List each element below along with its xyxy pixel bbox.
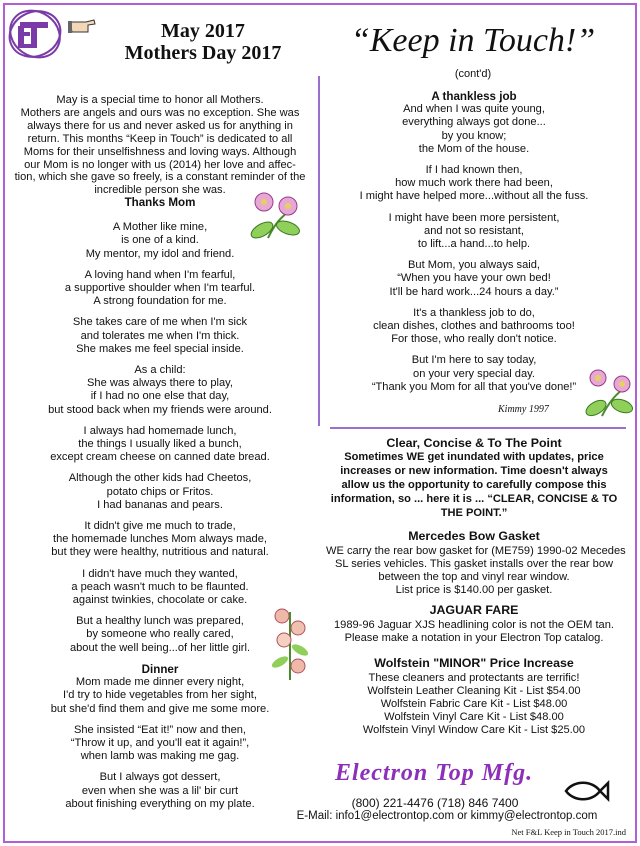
continued-label: (cont'd): [454, 68, 492, 80]
section-title: Clear, Concise & To The Point: [386, 436, 562, 450]
section-title: Mercedes Bow Gasket: [408, 529, 540, 543]
company-logo-text: Electron Top Mfg.: [334, 760, 534, 786]
flower-icon: [268, 602, 312, 682]
flower-icon: [248, 190, 304, 242]
poem-signature: Kimmy 1997: [498, 404, 549, 415]
wolfstein-section: Wolfstein "MINOR" Price Increase These cleaners and protectants are terrific! Wolfstein Leather Cleaning Kit - List $54.00 Wolfstein Fabric Care Kit - List $48.00 Wolfstein Vinyl Care Kit - List $48.00 Wolfstein Vinyl Window Care Kit - List $25.00: [326, 657, 622, 737]
poem-title: A thankless job: [431, 90, 517, 103]
clear-concise-section: Clear, Concise & To The Point Sometimes WE get inundated with updates, price increases or new information. Time doesn't always allow us the opportunity to carefully compose this information, so ... here it is ... “CLEAR, CONCISE & TO THE POINT.”: [326, 436, 622, 520]
mercedes-section: Mercedes Bow Gasket WE carry the rear bow gasket for (ME759) 1990-02 Mecedes SL series vehicles. This gasket installs over the rear bow between the top and vinyl rear window. List price is $140.00 per gasket.: [326, 529, 626, 596]
keep-in-touch-title: “Keep in Touch!”: [350, 22, 596, 59]
column-divider: [318, 76, 320, 426]
poem-title: Thanks Mom: [124, 196, 196, 209]
file-name: Net F&L Keep in Touch 2017.ind: [511, 827, 626, 837]
section-rule: [330, 427, 626, 429]
poem-thanks-mom: Thanks Mom A Mother like mine, is one of a kind. My mentor, my idol and friend. A loving hand when I'm fearful, a supportive shoulder when I'm tearful. A strong foundation for me. She takes care of me when I'm sick and tolerates me when I'm thick. She makes me feel special inside. As a child: She was always there to play, if I had no one else that day, but stood back when my friends were around. I always had homemade lunch, the things I usually liked a bunch, except cream cheese on canned date bread. Although the other kids had Cheetos, potato chips or Fritos. I had bananas and pears. It didn't give me much to trade, the homemade lunches Mom always made, but they were healthy, nutritious and natural. I didn't have much they wanted, a peach wasn't much to be flaunted. against twinkies, chocolate or cake. But a healthy lunch was prepared, by someone who really cared, about the well being...of her little girl. Dinner Mom made me dinner every night, I'd try to hide vegetables from her sight, but she'd find them and give me some more. She insisted “Eat it!” now and then, “Throw it up, and you'll eat it again!”, when lamb was making me gag. But I always got dessert, even when she was a lil' bir curt about finishing everything on my plate.: [8, 196, 312, 819]
email-contact: E-Mail: info1@electrontop.com or kimmy@electrontop.com: [296, 810, 598, 822]
section-title: Wolfstein "MINOR" Price Increase: [374, 656, 574, 670]
poem-title: Dinner: [141, 662, 179, 676]
intro-paragraph: May is a special time to honor all Mothers. Mothers are angels and ours was no exception. She was always there for us and never asked us for anything in return. This months “Keep in Touch” is dedicated to all Moms for their unselfishness and loving ways. Although our Mom is no longer with us (2014) her love and affec- tion, which she gave so freely, is a constant reminder of the incredible person she was.: [14, 94, 306, 197]
pointing-hand-icon: [68, 12, 98, 38]
jaguar-section: JAGUAR FARE 1989-96 Jaguar XJS headlining color is not the OEM tan. Please make a notation in your Electron Top catalog.: [326, 604, 622, 645]
section-title: JAGUAR FARE: [429, 603, 519, 617]
fish-icon: [562, 778, 610, 804]
et-logo-icon: [6, 8, 64, 60]
poem-thankless-job: A thankless job And when I was quite young, everything always got done... by you know; the Mom of the house. If I had known then, how much work there had been, I might have helped more...without all the fuss. I might have been more persistent, and not so resistant, to lift...a hand...to help. But Mom, you always said, “When you have your own bed! It'll be hard work...24 hours a day.” It's a thankless job to do, clean dishes, clothes and bathrooms too! For those, who really don't notice. But I'm here to say today, on your very special day. “Thank you Mom for all that you've done!”: [326, 90, 622, 394]
newsletter-date-title: May 2017 Mothers Day 2017: [124, 20, 282, 64]
phone-numbers: (800) 221-4476 (718) 846 7400: [351, 796, 519, 810]
